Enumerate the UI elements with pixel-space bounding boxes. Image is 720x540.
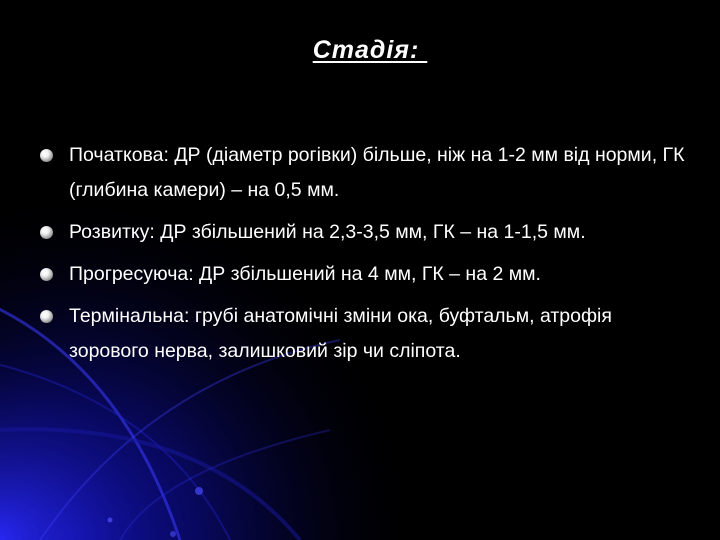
bullet-text: Початкова: ДР (діаметр рогівки) більше, ніж на 1-2 мм від норми, ГК (глибина камери) – на 0,5 мм. — [69, 144, 685, 201]
sphere-bullet-icon — [40, 149, 53, 162]
bullet-list — [40, 138, 690, 376]
list-item — [40, 299, 690, 369]
sphere-bullet-icon — [40, 268, 53, 281]
list-item — [40, 215, 690, 250]
bullet-text: Розвитку: ДР збільшений на 2,3-3,5 мм, ГК – на 1-1,5 мм. — [69, 221, 586, 243]
sphere-bullet-icon — [40, 226, 53, 239]
bullet-text: Термінальна: грубі анатомічні зміни ока, буфтальм, атрофія зорового нерва, залишковий зір чи сліпота. — [69, 305, 612, 362]
sphere-bullet-icon — [40, 310, 53, 323]
list-item — [40, 257, 690, 292]
slide-title: Стадія: — [312, 36, 428, 64]
list-item — [40, 138, 690, 208]
bullet-text: Прогресуюча: ДР збільшений на 4 мм, ГК – на 2 мм. — [69, 263, 541, 285]
